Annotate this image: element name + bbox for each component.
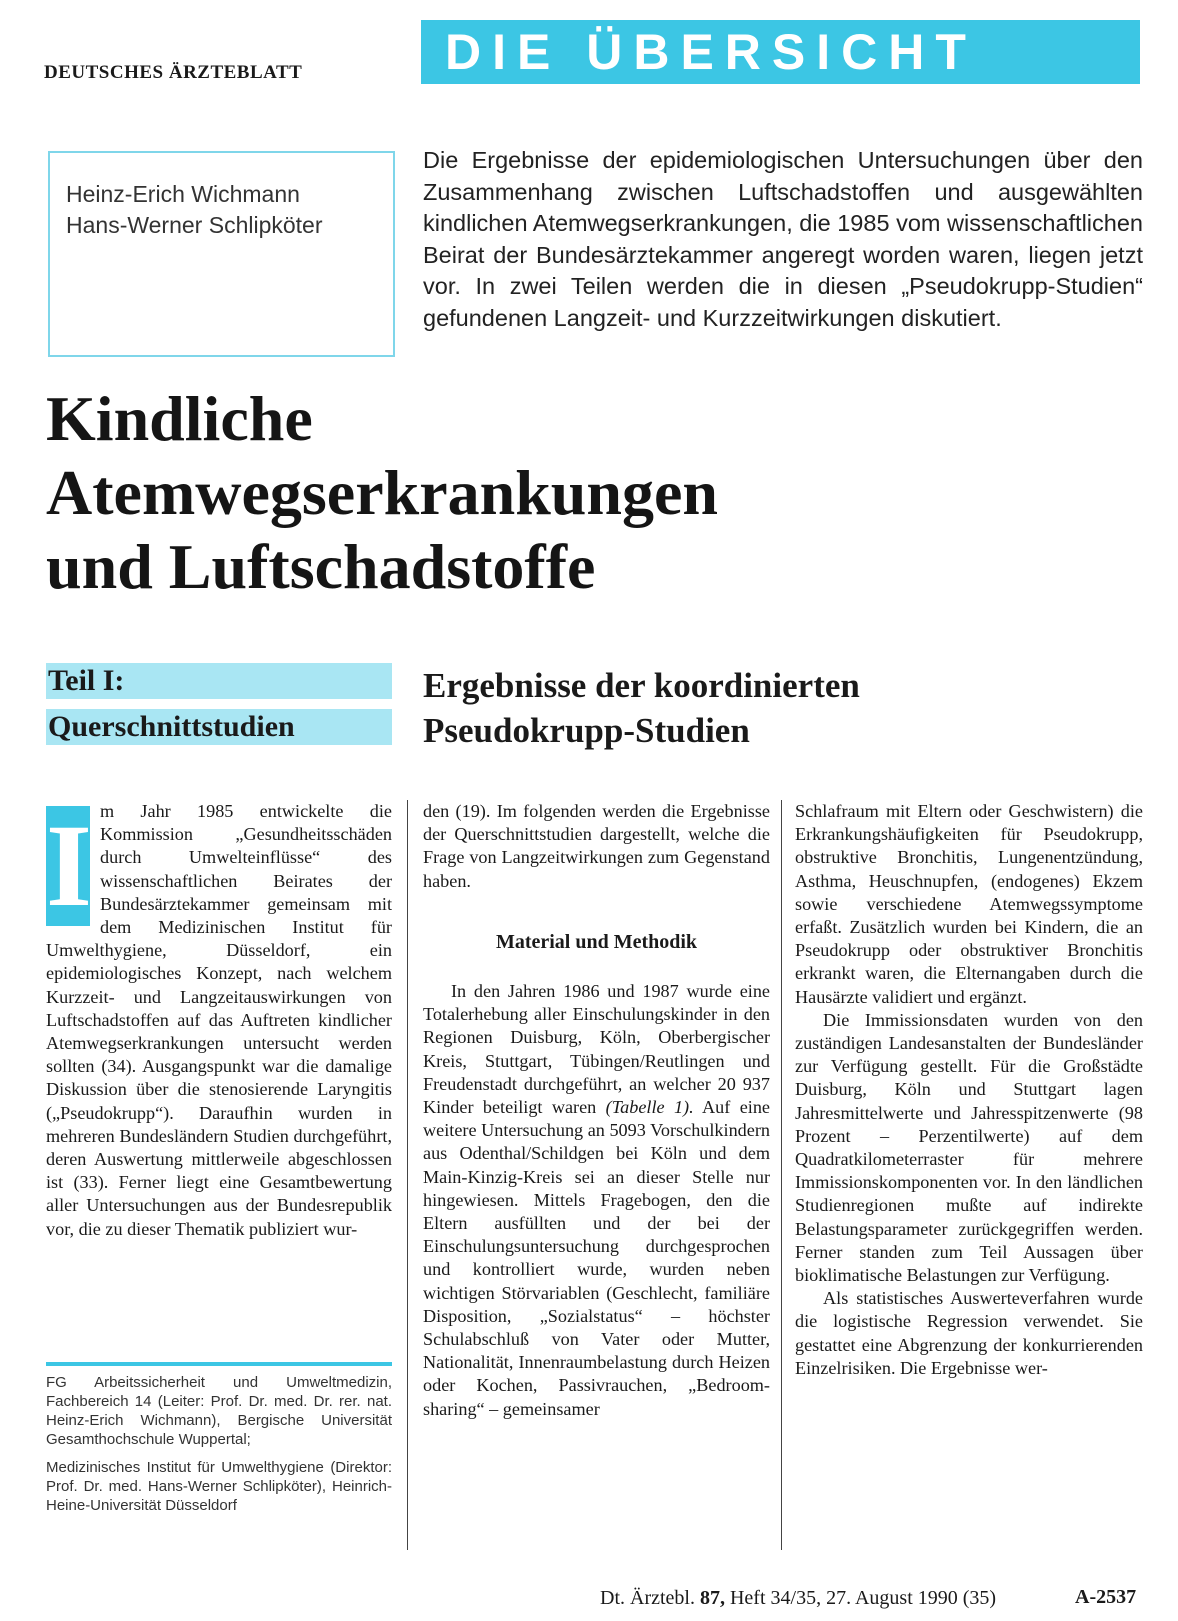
section-banner-label: DIE ÜBERSICHT: [445, 24, 977, 80]
title-line-2: Atemwegserkrankungen: [46, 457, 718, 528]
subtitle-line-1: Ergebnisse der koordinierten: [423, 666, 860, 705]
paragraph: Als statistisches Auswerteverfahren wurde die logistische Regression verwendet. Sie gestattet eine Abgrenzung der konkurrierenden Einzelrisiken. Die Ergebnisse wer-: [795, 1288, 1143, 1378]
volume-number: 87,: [699, 1587, 725, 1609]
paragraph: [423, 980, 770, 1421]
section-banner: [421, 20, 1140, 84]
journal-abbreviation: Dt. Ärztebl.: [600, 1587, 695, 1609]
table-reference: (Tabelle 1).: [605, 1097, 694, 1118]
body-column-3: [795, 800, 1143, 1380]
body-column-1: [46, 800, 392, 1241]
title-line-1: Kindliche: [46, 383, 313, 454]
part-number: Teil I:: [46, 663, 392, 699]
paragraph-text: In den Jahren 1986 und 1987 wurde eine Totalerhebung aller Einschulungskinder in den Regionen Duisburg, Köln, Oberbergischer Kreis, Stuttgart, Tübingen/Reutlingen und Freudenstadt durchgeführt, an welcher 20 937 Kinder beteiligt waren: [423, 981, 770, 1118]
page-footer: [600, 1587, 996, 1610]
affiliation: FG Arbeitssicherheit und Umweltmedizin, Fachbereich 14 (Leiter: Prof. Dr. med. Dr. rer. nat. Heinz-Erich Wichmann), Bergische Universität Gesamthochschule Wuppertal;: [46, 1374, 392, 1448]
body-column-2: [423, 800, 770, 1421]
author-2: Hans-Werner Schlipköter: [66, 212, 323, 238]
article-title: [46, 382, 1146, 604]
part-name: Querschnittstudien: [46, 709, 392, 745]
paragraph: Schlafraum mit Eltern oder Geschwistern) die Erkrankungshäufigkeiten für Pseudokrupp, obstruktive Bronchitis, Lungenentzündung, Asthma, Heuschnupfen, (endogenes) Ekzem sowie verschiedene Atemwegssymptome erfaßt. Zusätzlich wurden bei Kindern, die an Pseudokrupp oder obstruktiver Bronchitis erkrankt waren, die Elternangaben durch die Hausärzte validiert und ergänzt.: [795, 801, 1143, 1007]
author-1: Heinz-Erich Wichmann: [66, 181, 300, 207]
subtitle-line-2: Pseudokrupp-Studien: [423, 711, 750, 750]
article-subtitle: [423, 663, 1143, 753]
column-divider: [781, 800, 782, 1550]
page-number: A-2537: [1075, 1586, 1137, 1608]
title-line-3: und Luftschadstoffe: [46, 531, 596, 602]
column-divider: [407, 800, 408, 1550]
footnote-rule: [46, 1362, 392, 1366]
part-label: [46, 663, 392, 755]
drop-cap: I: [46, 800, 92, 931]
paragraph: m Jahr 1985 entwickelte die Kommission „Gesundheitsschäden durch Umwelteinflüsse“ des wissenschaftlichen Beirates der Bundesärztekammer gemeinsam mit dem Medizinischen Institut für Umwelthygiene, Düsseldorf, ein epidemiologisches Konzept, nach welchem Kurzzeit- und Langzeitauswirkungen von Luftschadstoffen auf das Auftreten kindlicher Atemwegserkrankungen untersucht werden sollten (34). Ausgangspunkt war die damalige Diskussion über die stenosierende Laryngitis („Pseudokrupp“). Daraufhin wurden in mehreren Bundesländern Studien durchgeführt, deren Auswertung mittlerweile abgeschlossen ist (33). Ferner liegt eine Gesamtbewertung aller Untersuchungen aus der Bundesrepublik vor, die zu dieser Thematik publiziert wur-: [46, 801, 392, 1239]
affiliation: Medizinisches Institut für Umwelthygiene (Direktor: Prof. Dr. med. Hans-Werner Schlipköter), Heinrich-Heine-Universität Düsseldorf: [46, 1459, 392, 1514]
journal-name: DEUTSCHES ÄRZTEBLATT: [44, 62, 303, 83]
author-affiliations: [46, 1373, 392, 1524]
section-heading: Material und Methodik: [495, 930, 698, 953]
intro-abstract: Die Ergebnisse der epidemiologischen Untersuchungen über den Zusammenhang zwischen Luftschadstoffen und ausgewählten kindlichen Atemwegserkrankungen, die 1985 vom wissenschaftlichen Beirat der Bundesärztekammer angeregt worden waren, liegen jetzt vor. In zwei Teilen werden die in diesen „Pseudokrupp-Studien“ gefundenen Langzeit- und Kurzzeitwirkungen diskutiert.: [423, 147, 1143, 331]
paragraph-text: Auf eine weitere Untersuchung an 5093 Vorschulkindern aus Odenthal/Schildgen bei Köln und dem Main-Kinzig-Kreis sei an dieser Stelle nur hingewiesen. Mittels Fragebogen, den die Eltern ausfüllten und der bei der Einschulungsuntersuchung durchgesprochen und kontrolliert wurde, wurden neben wichtigen Störvariablen (Geschlecht, familiäre Disposition, „Sozialstatus“ – höchster Schulabschluß von Vater oder Mutter, Nationalität, Innenraumbelastung durch Heizen oder Kochen, Passivrauchen, „Bedroom-sharing“ – gemeinsamer: [423, 1097, 770, 1419]
paragraph: den (19). Im folgenden werden die Ergebnisse der Querschnittstudien dargestellt, welche die Frage von Langzeitwirkungen zum Gegenstand haben.: [423, 801, 770, 891]
issue-info: Heft 34/35, 27. August 1990 (35): [729, 1587, 997, 1609]
author-box: [48, 151, 395, 357]
paragraph: Die Immissionsdaten wurden von den zuständigen Landesanstalten der Bundesländer zur Verfügung gestellt. Für die Großstädte Duisburg, Köln und Stuttgart lagen Jahresmittelwerte und Jahresspitzenwerte (98 Prozent – Perzentilwerte) auf dem Quadratkilometerraster für mehrere Immissionskomponenten vor. In den ländlichen Studienregionen mußte auf indirekte Belastungsparameter zurückgegriffen werden. Ferner standen zum Teil Aussagen über bioklimatische Belastungen zur Verfügung.: [795, 1009, 1143, 1286]
